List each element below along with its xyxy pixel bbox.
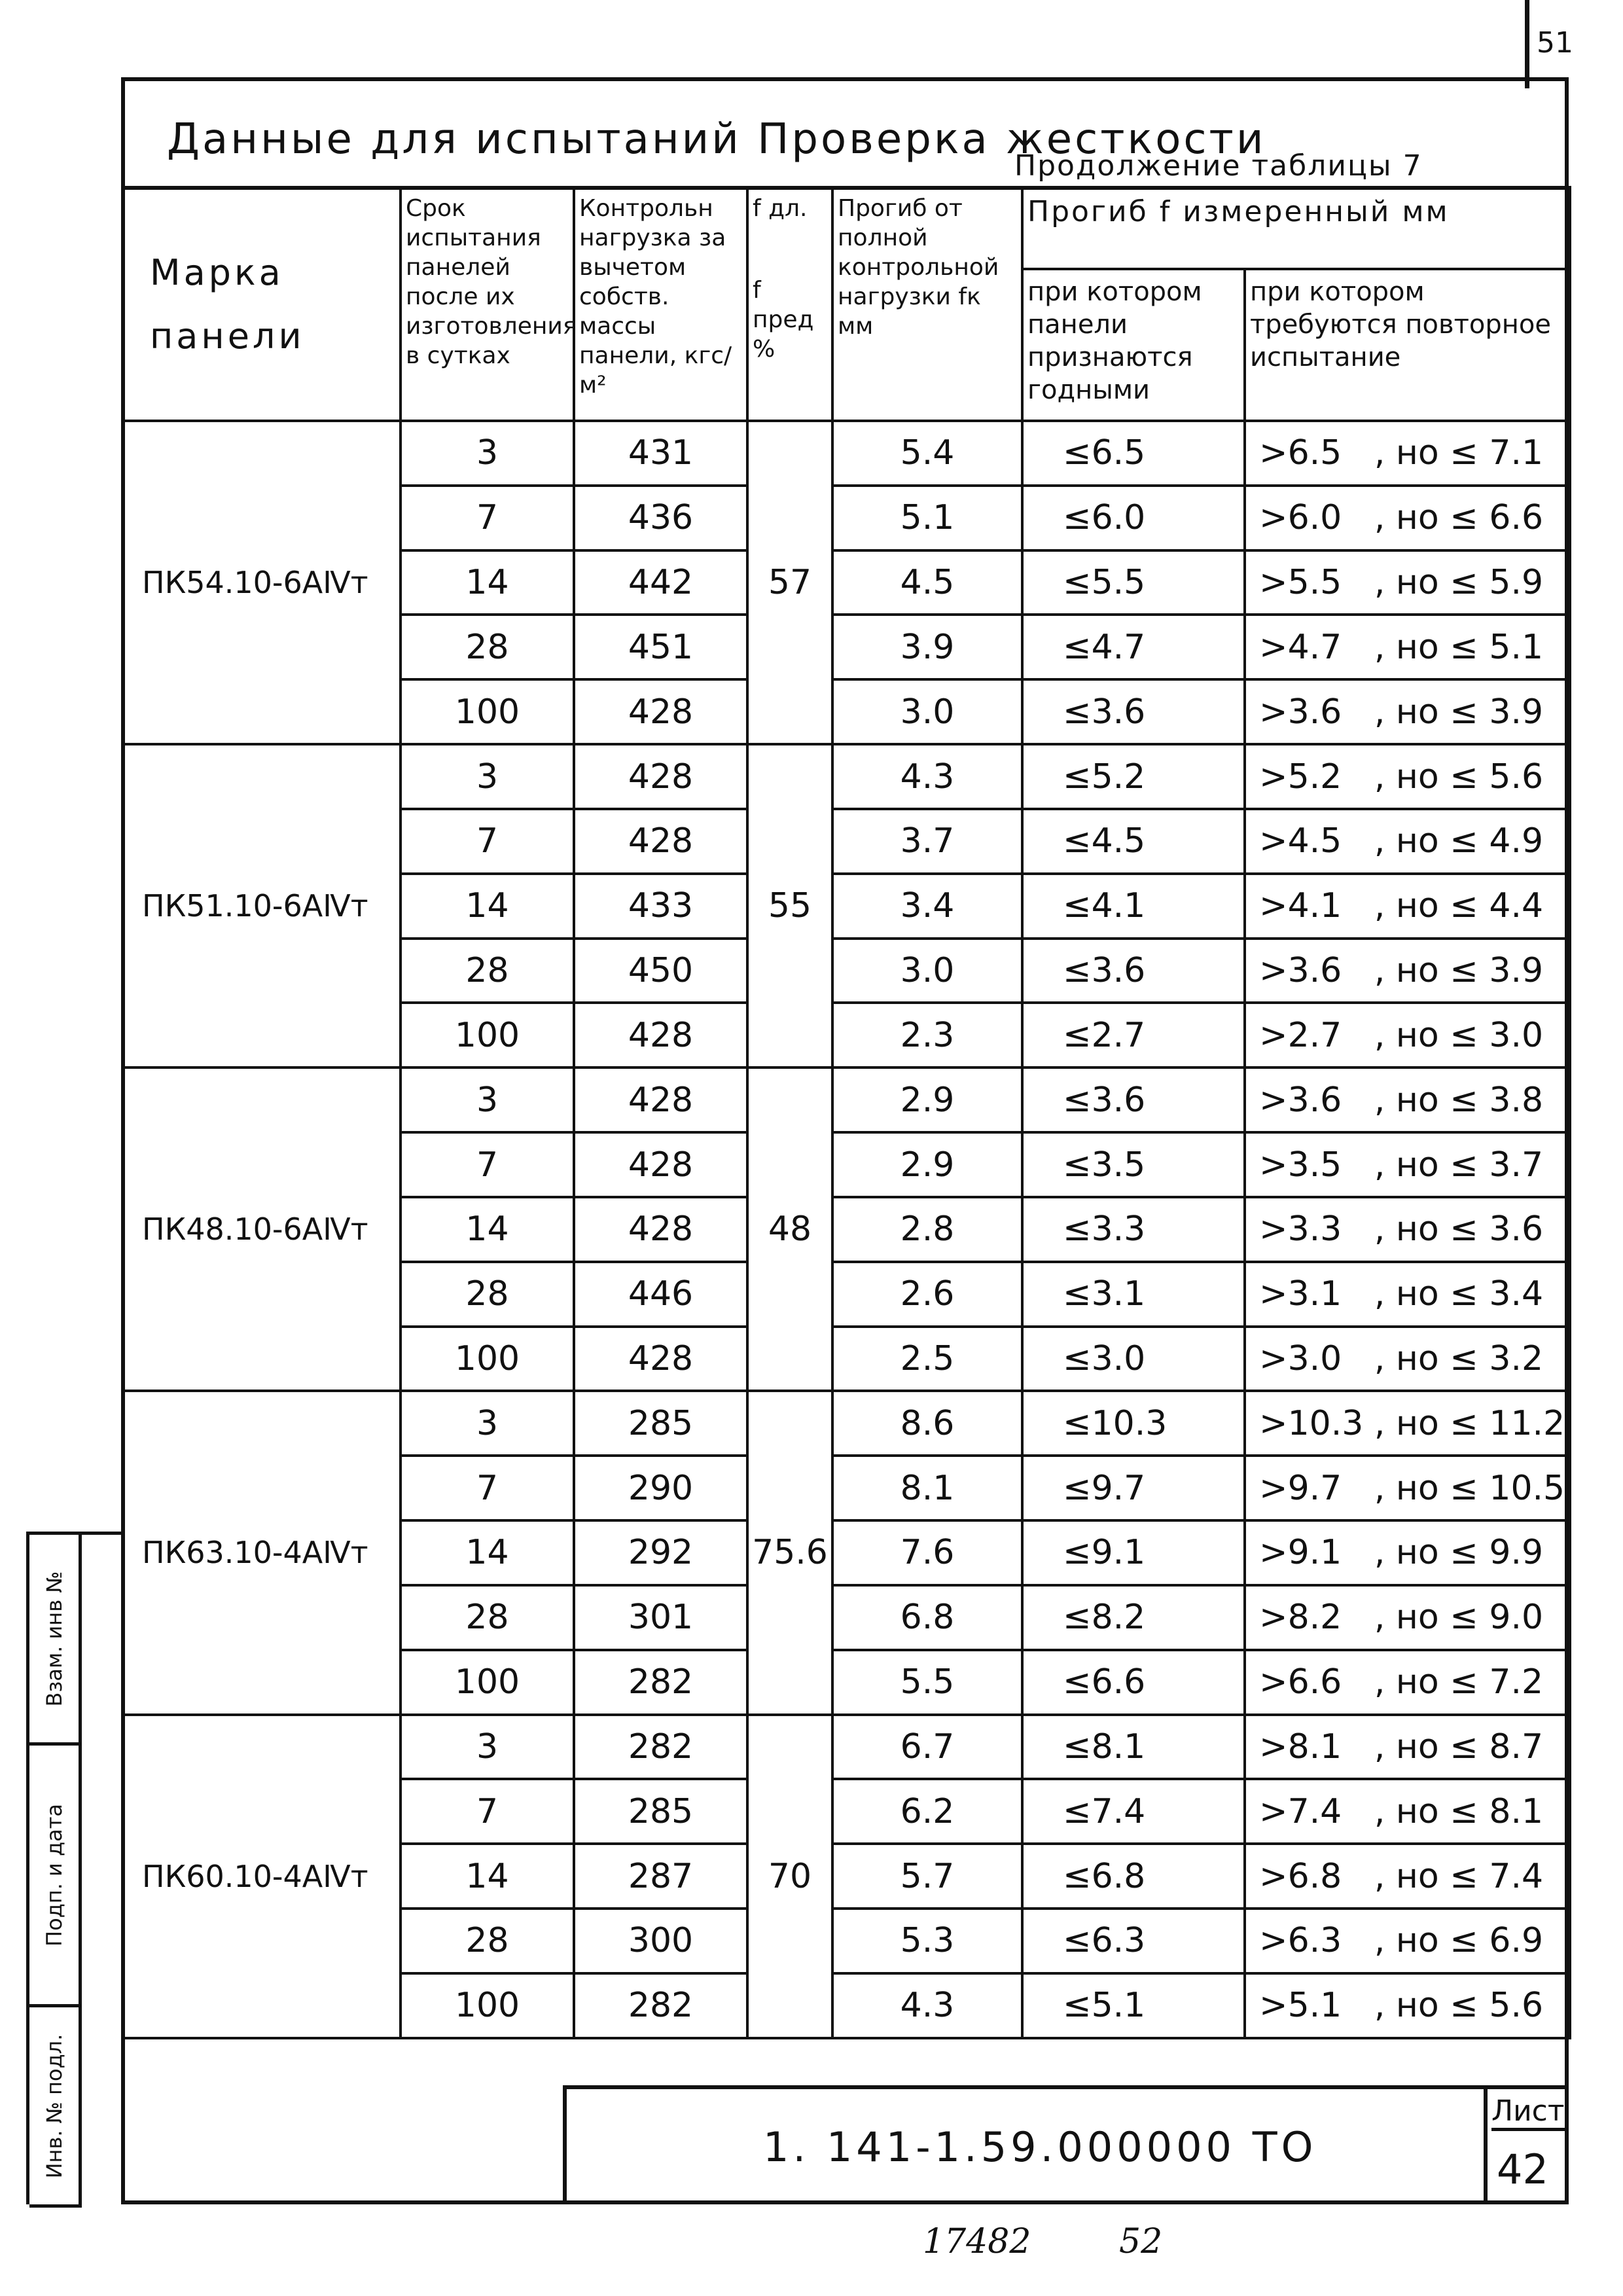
control-load: 428 xyxy=(574,1067,747,1132)
srok-days: 100 xyxy=(401,1003,574,1067)
deflection-full-load: 7.6 xyxy=(832,1520,1022,1585)
deflection-full-load: 2.5 xyxy=(832,1327,1022,1391)
deflection-fit-limit: ≤2.7 xyxy=(1022,1003,1245,1067)
srok-days: 28 xyxy=(401,1262,574,1327)
deflection-fit-limit: ≤8.2 xyxy=(1022,1585,1245,1650)
side-stamp-inv xyxy=(29,2007,82,2208)
deflection-retest-range: >4.5 , но ≤ 4.9 xyxy=(1245,809,1570,874)
deflection-fit-limit: ≤4.1 xyxy=(1022,874,1245,939)
deflection-retest-range: >5.2 , но ≤ 5.6 xyxy=(1245,744,1570,809)
deflection-fit-limit: ≤3.6 xyxy=(1022,679,1245,744)
deflection-retest-range: >2.7 , но ≤ 3.0 xyxy=(1245,1003,1570,1067)
control-load: 282 xyxy=(574,1973,747,2038)
control-load: 285 xyxy=(574,1391,747,1456)
side-stamp-vzam xyxy=(29,1535,82,1746)
srok-days: 100 xyxy=(401,1327,574,1391)
side-stamp-podp xyxy=(29,1746,82,2007)
srok-days: 14 xyxy=(401,1520,574,1585)
deflection-full-load: 2.3 xyxy=(832,1003,1022,1067)
sheet-number: 42 xyxy=(1497,2145,1548,2193)
control-load: 290 xyxy=(574,1456,747,1520)
deflection-retest-range: >5.5 , но ≤ 5.9 xyxy=(1245,550,1570,615)
deflection-fit-limit: ≤3.6 xyxy=(1022,1067,1245,1132)
deflection-fit-limit: ≤3.5 xyxy=(1022,1132,1245,1197)
deflection-full-load: 3.4 xyxy=(832,874,1022,939)
srok-days: 7 xyxy=(401,1456,574,1520)
deflection-retest-range: >3.6 , но ≤ 3.9 xyxy=(1245,679,1570,744)
deflection-retest-range: >3.6 , но ≤ 3.8 xyxy=(1245,1067,1570,1132)
header-progib-full: Прогиб от полной контрольной нагрузки fк мм xyxy=(832,187,1022,421)
deflection-full-load: 5.3 xyxy=(832,1909,1022,1973)
header-fdl xyxy=(747,187,832,421)
deflection-retest-range: >9.1 , но ≤ 9.9 xyxy=(1245,1520,1570,1585)
deflection-full-load: 4.5 xyxy=(832,550,1022,615)
deflection-retest-range: >8.1 , но ≤ 8.7 xyxy=(1245,1715,1570,1780)
deflection-fit-limit: ≤6.5 xyxy=(1022,421,1245,486)
control-load: 285 xyxy=(574,1779,747,1844)
deflection-full-load: 3.0 xyxy=(832,939,1022,1003)
deflection-full-load: 2.9 xyxy=(832,1132,1022,1197)
table-row xyxy=(122,1067,1570,1132)
header-retest: при котором требуются повторное испытание xyxy=(1245,269,1570,421)
deflection-full-load: 6.8 xyxy=(832,1585,1022,1650)
deflection-fit-limit: ≤9.7 xyxy=(1022,1456,1245,1520)
header-marka: Марка панели xyxy=(122,187,401,421)
control-load: 292 xyxy=(574,1520,747,1585)
deflection-full-load: 2.6 xyxy=(832,1262,1022,1327)
deflection-full-load: 3.0 xyxy=(832,679,1022,744)
deflection-full-load: 3.9 xyxy=(832,615,1022,679)
deflection-full-load: 4.3 xyxy=(832,744,1022,809)
deflection-full-load: 3.7 xyxy=(832,809,1022,874)
control-load: 428 xyxy=(574,1132,747,1197)
deflection-fit-limit: ≤3.1 xyxy=(1022,1262,1245,1327)
deflection-retest-range: >6.8 , но ≤ 7.4 xyxy=(1245,1844,1570,1909)
fdl-ratio: 48 xyxy=(747,1067,832,1391)
control-load: 436 xyxy=(574,486,747,550)
deflection-fit-limit: ≤5.1 xyxy=(1022,1973,1245,2038)
panel-mark: ПК48.10-6АⅣт xyxy=(122,1067,401,1391)
deflection-retest-range: >6.0 , но ≤ 6.6 xyxy=(1245,486,1570,550)
deflection-full-load: 5.7 xyxy=(832,1844,1022,1909)
fdl-ratio: 57 xyxy=(747,421,832,744)
side-stamp-inv-text: Инв. № подл. xyxy=(41,2034,67,2178)
srok-days: 7 xyxy=(401,809,574,874)
table-row xyxy=(122,1391,1570,1456)
deflection-full-load: 5.5 xyxy=(832,1650,1022,1715)
srok-days: 28 xyxy=(401,1909,574,1973)
corner-page-number: 51 xyxy=(1537,26,1573,60)
header-fdl-top: f дл. xyxy=(753,195,808,222)
page-title: Данные для испытаний Проверка жесткости xyxy=(167,115,1266,164)
srok-days: 28 xyxy=(401,939,574,1003)
deflection-fit-limit: ≤7.4 xyxy=(1022,1779,1245,1844)
control-load: 442 xyxy=(574,550,747,615)
srok-days: 7 xyxy=(401,1132,574,1197)
table-row xyxy=(122,744,1570,809)
deflection-fit-limit: ≤5.2 xyxy=(1022,744,1245,809)
srok-days: 100 xyxy=(401,679,574,744)
deflection-fit-limit: ≤6.6 xyxy=(1022,1650,1245,1715)
deflection-fit-limit: ≤4.7 xyxy=(1022,615,1245,679)
deflection-retest-range: >10.3 , но ≤ 11.2 xyxy=(1245,1391,1570,1456)
deflection-fit-limit: ≤6.0 xyxy=(1022,486,1245,550)
deflection-retest-range: >3.0 , но ≤ 3.2 xyxy=(1245,1327,1570,1391)
deflection-retest-range: >5.1 , но ≤ 5.6 xyxy=(1245,1973,1570,2038)
deflection-retest-range: >3.6 , но ≤ 3.9 xyxy=(1245,939,1570,1003)
deflection-full-load: 2.9 xyxy=(832,1067,1022,1132)
srok-days: 3 xyxy=(401,744,574,809)
header-fit: при котором панели признаются годными xyxy=(1022,269,1245,421)
deflection-full-load: 5.1 xyxy=(832,486,1022,550)
panel-mark: ПК54.10-6АⅣт xyxy=(122,421,401,744)
control-load: 428 xyxy=(574,1003,747,1067)
fdl-ratio: 55 xyxy=(747,744,832,1067)
control-load: 450 xyxy=(574,939,747,1003)
deflection-retest-range: >4.1 , но ≤ 4.4 xyxy=(1245,874,1570,939)
deflection-fit-limit: ≤8.1 xyxy=(1022,1715,1245,1780)
side-stamp-podp-text: Подп. и дата xyxy=(41,1803,67,1946)
srok-days: 28 xyxy=(401,1585,574,1650)
srok-days: 3 xyxy=(401,421,574,486)
side-stamp-vzam-text: Взам. инв № xyxy=(41,1570,67,1707)
control-load: 282 xyxy=(574,1650,747,1715)
deflection-fit-limit: ≤3.6 xyxy=(1022,939,1245,1003)
srok-days: 14 xyxy=(401,550,574,615)
control-load: 451 xyxy=(574,615,747,679)
deflection-retest-range: >3.5 , но ≤ 3.7 xyxy=(1245,1132,1570,1197)
srok-days: 3 xyxy=(401,1067,574,1132)
control-load: 428 xyxy=(574,744,747,809)
deflection-fit-limit: ≤3.3 xyxy=(1022,1197,1245,1262)
title-block xyxy=(563,2085,1569,2204)
header-srok: Срок испытания панелей после их изготовления в сутках xyxy=(401,187,574,421)
srok-days: 7 xyxy=(401,1779,574,1844)
control-load: 431 xyxy=(574,421,747,486)
header-nagruzka: Контрольн нагрузка за вычетом собств. массы панели, кгс/м² xyxy=(574,187,747,421)
deflection-retest-range: >6.3 , но ≤ 6.9 xyxy=(1245,1909,1570,1973)
side-stamp xyxy=(26,1532,121,2204)
deflection-fit-limit: ≤9.1 xyxy=(1022,1520,1245,1585)
panel-mark: ПК60.10-4АⅣт xyxy=(122,1715,401,2038)
control-load: 300 xyxy=(574,1909,747,1973)
deflection-full-load: 6.7 xyxy=(832,1715,1022,1780)
deflection-retest-range: >3.3 , но ≤ 3.6 xyxy=(1245,1197,1570,1262)
srok-days: 7 xyxy=(401,486,574,550)
srok-days: 3 xyxy=(401,1715,574,1780)
header-progib-measured: Прогиб f измеренный мм xyxy=(1022,187,1570,269)
deflection-fit-limit: ≤10.3 xyxy=(1022,1391,1245,1456)
control-load: 282 xyxy=(574,1715,747,1780)
deflection-retest-range: >6.5 , но ≤ 7.1 xyxy=(1245,421,1570,486)
deflection-full-load: 2.8 xyxy=(832,1197,1022,1262)
deflection-full-load: 5.4 xyxy=(832,421,1022,486)
corner-rule xyxy=(1525,0,1529,88)
control-load: 301 xyxy=(574,1585,747,1650)
deflection-retest-range: >6.6 , но ≤ 7.2 xyxy=(1245,1650,1570,1715)
deflection-retest-range: >3.1 , но ≤ 3.4 xyxy=(1245,1262,1570,1327)
deflection-fit-limit: ≤5.5 xyxy=(1022,550,1245,615)
srok-days: 100 xyxy=(401,1973,574,2038)
deflection-retest-range: >4.7 , но ≤ 5.1 xyxy=(1245,615,1570,679)
sheet-label: Лист xyxy=(1491,2094,1565,2131)
handwritten-number-right: 52 xyxy=(1119,2222,1163,2261)
panel-mark: ПК63.10-4АⅣт xyxy=(122,1391,401,1714)
control-load: 428 xyxy=(574,809,747,874)
control-load: 428 xyxy=(574,1197,747,1262)
srok-days: 14 xyxy=(401,1197,574,1262)
fdl-ratio: 70 xyxy=(747,1715,832,2038)
deflection-retest-range: >7.4 , но ≤ 8.1 xyxy=(1245,1779,1570,1844)
deflection-full-load: 6.2 xyxy=(832,1779,1022,1844)
srok-days: 14 xyxy=(401,874,574,939)
deflection-retest-range: >9.7 , но ≤ 10.5 xyxy=(1245,1456,1570,1520)
control-load: 428 xyxy=(574,1327,747,1391)
srok-days: 3 xyxy=(401,1391,574,1456)
deflection-fit-limit: ≤6.3 xyxy=(1022,1909,1245,1973)
sheet-box xyxy=(1484,2089,1569,2204)
document-code: 1. 141-1.59.000000 ТО xyxy=(763,2123,1317,2171)
srok-days: 100 xyxy=(401,1650,574,1715)
deflection-fit-limit: ≤6.8 xyxy=(1022,1844,1245,1909)
deflection-full-load: 4.3 xyxy=(832,1973,1022,2038)
deflection-full-load: 8.1 xyxy=(832,1456,1022,1520)
test-data-table xyxy=(121,186,1571,2039)
srok-days: 14 xyxy=(401,1844,574,1909)
srok-days: 28 xyxy=(401,615,574,679)
deflection-full-load: 8.6 xyxy=(832,1391,1022,1456)
panel-mark: ПК51.10-6АⅣт xyxy=(122,744,401,1067)
table-row xyxy=(122,421,1570,486)
table-continuation-note: Продолжение таблицы 7 xyxy=(1014,149,1423,183)
control-load: 433 xyxy=(574,874,747,939)
deflection-fit-limit: ≤3.0 xyxy=(1022,1327,1245,1391)
control-load: 446 xyxy=(574,1262,747,1327)
deflection-fit-limit: ≤4.5 xyxy=(1022,809,1245,874)
title-row xyxy=(121,77,1569,190)
table-row xyxy=(122,1715,1570,1780)
fdl-ratio: 75.6 xyxy=(747,1391,832,1714)
control-load: 287 xyxy=(574,1844,747,1909)
handwritten-number-left: 17482 xyxy=(923,2222,1031,2261)
header-fdl-bottom: f пред % xyxy=(753,277,814,363)
control-load: 428 xyxy=(574,679,747,744)
deflection-retest-range: >8.2 , но ≤ 9.0 xyxy=(1245,1585,1570,1650)
